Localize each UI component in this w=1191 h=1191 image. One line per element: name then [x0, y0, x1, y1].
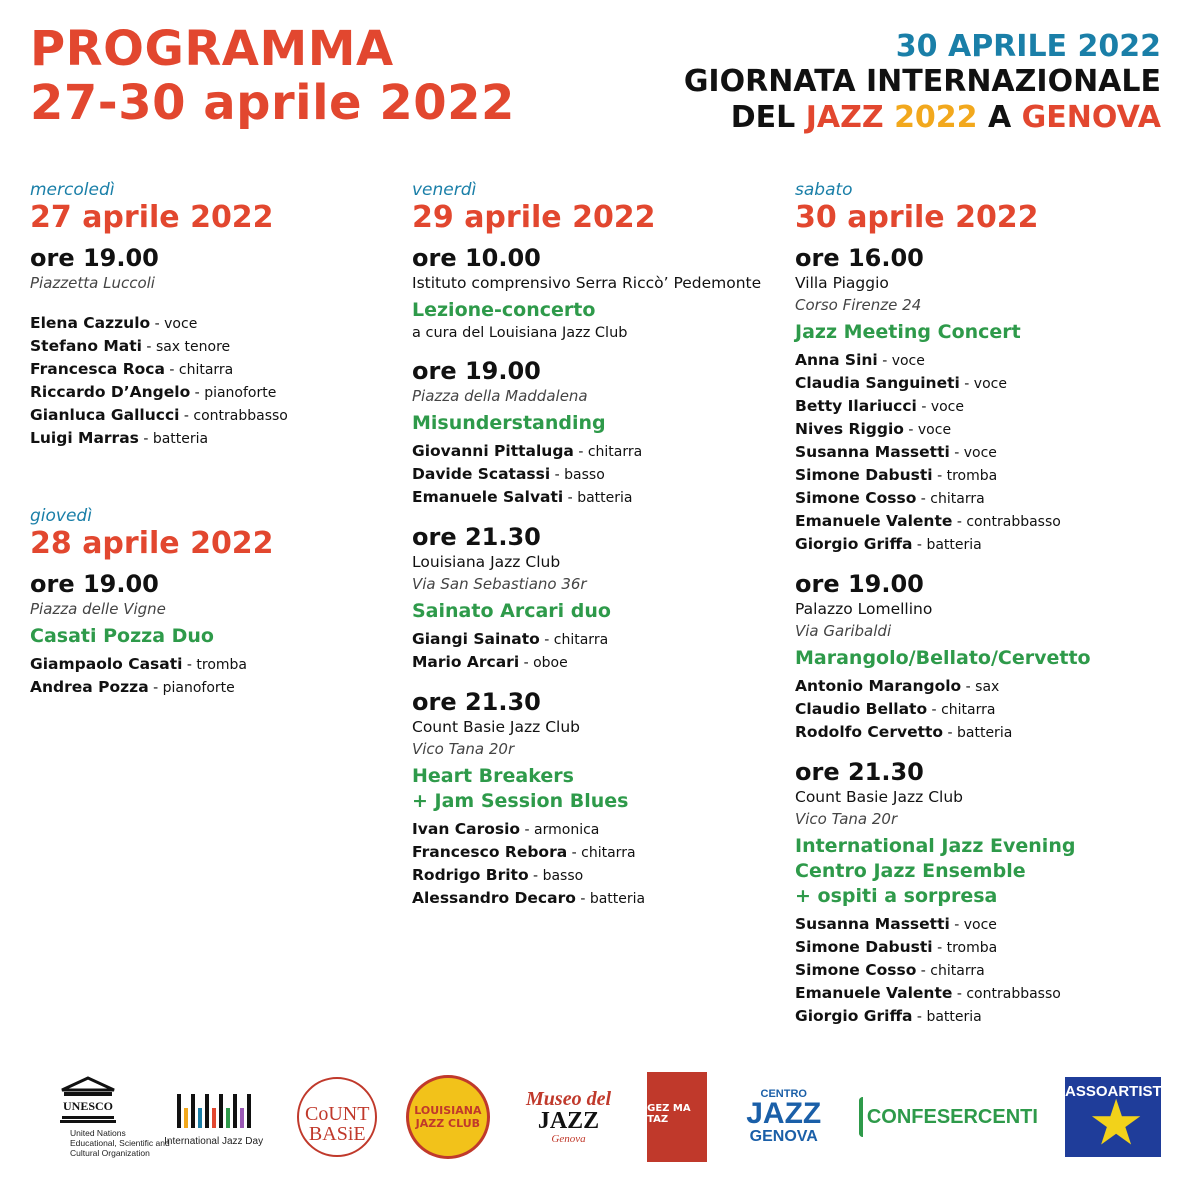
event-address: Piazza della Maddalena	[412, 387, 588, 405]
musician-role: batteria	[577, 490, 633, 506]
separator: -	[959, 376, 974, 392]
event-address: Piazza delle Vigne	[30, 600, 166, 618]
program-dates: 27-30 aprile 2022	[30, 75, 515, 131]
musician-role: chitarra	[178, 362, 234, 378]
musician-row	[795, 913, 1165, 936]
separator: -	[916, 963, 931, 979]
subtitle-del: DEL	[730, 100, 806, 135]
unesco-logo	[30, 1076, 170, 1158]
museo-line2: JAZZ	[537, 1108, 600, 1134]
centro-jazz-genova-logo	[736, 1088, 832, 1146]
event-venue: Count Basie Jazz Club	[412, 718, 580, 736]
ijd-caption: International Jazz Day	[164, 1135, 264, 1147]
separator: -	[961, 679, 976, 695]
musician-row	[30, 427, 400, 450]
event-venue: Istituto comprensivo Serra Riccò’ Pedemonte	[412, 274, 762, 292]
event-venue: Villa Piaggio	[795, 274, 889, 292]
musician-name: Rodrigo Brito	[412, 866, 529, 884]
musician-name: Giampaolo Casati	[30, 655, 183, 673]
piano-keys-icon	[177, 1088, 251, 1128]
musician-role: armonica	[534, 822, 600, 838]
musician-row	[30, 676, 400, 699]
subtitle-year: 2022	[894, 100, 978, 135]
event-block	[30, 570, 400, 699]
event-title: Marangolo/Bellato/Cervetto	[795, 647, 1091, 669]
musician-name: Rodolfo Cervetto	[795, 723, 944, 741]
sponsor-logos	[30, 1062, 1166, 1172]
musician-list	[412, 628, 782, 674]
musician-role: chitarra	[941, 702, 996, 718]
separator: -	[943, 725, 957, 741]
event-venue: Count Basie Jazz Club	[795, 788, 963, 806]
separator: -	[912, 1009, 927, 1025]
event-date: 30 APRILE 2022	[895, 29, 1161, 64]
musician-name: Giorgio Griffa	[795, 1007, 913, 1025]
musician-row	[795, 936, 1165, 959]
musician-list	[30, 312, 400, 450]
count-basie-logo: CoUNT BASiE	[297, 1077, 377, 1157]
centro-line3: GENOVA	[749, 1128, 818, 1145]
musician-role: chitarra	[553, 632, 609, 648]
musician-list	[795, 349, 1165, 556]
weekday-label: venerdì	[412, 180, 477, 200]
musician-row	[795, 487, 1165, 510]
event-block	[412, 357, 782, 509]
event-time: ore 19.00	[412, 357, 541, 385]
weekday-label: mercoledì	[30, 180, 115, 200]
separator: -	[916, 399, 931, 415]
musician-name: Giorgio Griffa	[795, 535, 913, 553]
separator: -	[519, 655, 534, 671]
gezmataz-logo: GEZ MA TAZ	[647, 1072, 707, 1162]
separator: -	[949, 445, 964, 461]
musician-name: Anna Sini	[795, 351, 878, 369]
musician-row	[412, 486, 782, 509]
separator: -	[138, 431, 153, 447]
musician-name: Simone Dabusti	[795, 938, 933, 956]
centro-line2: JAZZ	[746, 1097, 822, 1130]
musician-row	[412, 818, 782, 841]
musician-role: voce	[891, 353, 925, 369]
musician-role: sax tenore	[155, 339, 231, 355]
musician-name: Stefano Mati	[30, 337, 142, 355]
musician-list	[412, 818, 782, 910]
musician-row	[412, 463, 782, 486]
day-date: 30 aprile 2022	[795, 200, 1039, 235]
event-time: ore 21.30	[412, 523, 541, 551]
separator: -	[563, 490, 578, 506]
musician-row	[30, 404, 400, 427]
musician-row	[30, 381, 400, 404]
musician-name: Betty Ilariucci	[795, 397, 917, 415]
event-venue: Palazzo Lomellino	[795, 600, 933, 618]
musician-role: voce	[164, 316, 198, 332]
event-block	[412, 244, 782, 343]
event-time: ore 16.00	[795, 244, 924, 272]
assoartisti-label: ASSOARTISTI	[1065, 1083, 1166, 1100]
event-time: ore 10.00	[412, 244, 541, 272]
musician-name: Giangi Sainato	[412, 630, 540, 648]
unesco-caption: United Nations Educational, Scientific and Cultural Organization	[70, 1128, 170, 1158]
column-2	[412, 178, 782, 924]
musician-name: Riccardo D’Angelo	[30, 383, 191, 401]
event-title: Casati Pozza Duo	[30, 625, 214, 647]
svg-text:UNESCO: UNESCO	[62, 1099, 114, 1113]
event-time: ore 19.00	[30, 244, 159, 272]
event-title: Jazz Meeting Concert	[795, 321, 1021, 343]
musician-role: batteria	[152, 431, 209, 447]
confesercenti-logo	[860, 1097, 1036, 1137]
musician-name: Andrea Pozza	[30, 678, 149, 696]
weekday-label: giovedì	[30, 506, 92, 526]
musician-row	[795, 441, 1165, 464]
musician-row	[412, 440, 782, 463]
separator: -	[528, 868, 543, 884]
separator: -	[916, 491, 931, 507]
separator: -	[550, 467, 565, 483]
museo-line3: Genova	[551, 1133, 586, 1145]
musician-row	[795, 533, 1165, 556]
musician-row	[30, 312, 400, 335]
event-name: GIORNATA INTERNAZIONALE	[683, 64, 1161, 99]
weekday-label: sabato	[795, 180, 853, 200]
separator: -	[148, 680, 163, 696]
musician-name: Nives Riggio	[795, 420, 904, 438]
musician-role: batteria	[957, 725, 1013, 741]
event-title: Heart Breakers + Jam Session Blues	[412, 765, 629, 812]
musician-name: Elena Cazzulo	[30, 314, 151, 332]
event-time: ore 21.30	[412, 688, 541, 716]
museo-line1: Museo del	[526, 1088, 611, 1110]
program-title: PROGRAMMA	[30, 21, 394, 77]
event-block	[795, 758, 1165, 1028]
separator: -	[567, 845, 582, 861]
confesercenti-mark-icon	[859, 1097, 863, 1137]
separator: -	[903, 422, 918, 438]
musician-role: batteria	[589, 891, 646, 907]
musician-role: tromba	[946, 468, 998, 484]
musician-name: Emanuele Salvati	[412, 488, 564, 506]
musician-name: Giovanni Pittaluga	[412, 442, 574, 460]
musician-role: pianoforte	[204, 385, 277, 401]
separator: -	[877, 353, 892, 369]
event-title: Sainato Arcari duo	[412, 600, 611, 622]
musician-role: oboe	[533, 655, 568, 671]
international-jazz-day-logo	[159, 1088, 269, 1147]
event-address: Via San Sebastiano 36r	[412, 575, 587, 593]
musician-role: contrabbasso	[966, 986, 1061, 1002]
musician-role: voce	[917, 422, 952, 438]
event-note: a cura del Louisiana Jazz Club	[412, 325, 628, 341]
musician-row	[795, 395, 1165, 418]
column-1	[30, 178, 400, 713]
musician-name: Ivan Carosio	[412, 820, 521, 838]
event-time: ore 19.00	[795, 570, 924, 598]
separator: -	[952, 986, 967, 1002]
event-address: Vico Tana 20r	[795, 810, 898, 828]
musician-role: basso	[542, 868, 584, 884]
musician-row	[412, 841, 782, 864]
musician-name: Luigi Marras	[30, 429, 139, 447]
musician-name: Alessandro Decaro	[412, 889, 576, 907]
musician-role: chitarra	[930, 963, 985, 979]
musician-name: Susanna Massetti	[795, 443, 950, 461]
musician-role: voce	[963, 445, 997, 461]
separator: -	[141, 339, 156, 355]
musician-role: batteria	[926, 537, 982, 553]
musician-row	[412, 628, 782, 651]
musician-role: chitarra	[930, 491, 985, 507]
musician-name: Claudio Bellato	[795, 700, 928, 718]
musician-row	[412, 887, 782, 910]
louisiana-jazz-club-logo: LOUISIANA JAZZ CLUB	[406, 1075, 490, 1159]
musician-row	[412, 864, 782, 887]
separator: -	[539, 632, 554, 648]
musician-list	[412, 440, 782, 509]
separator: -	[949, 917, 964, 933]
musician-row	[795, 464, 1165, 487]
musician-role: contrabbasso	[193, 408, 288, 424]
musician-role: voce	[973, 376, 1007, 392]
event-time: ore 19.00	[30, 570, 159, 598]
day-date: 27 aprile 2022	[30, 200, 274, 235]
header-left	[30, 22, 515, 130]
separator: -	[179, 408, 194, 424]
musician-role: voce	[963, 917, 997, 933]
musician-role: tromba	[946, 940, 998, 956]
musician-row	[795, 372, 1165, 395]
musician-list	[30, 653, 400, 699]
musician-name: Simone Dabusti	[795, 466, 933, 484]
event-block	[795, 570, 1165, 744]
musician-name: Francesca Roca	[30, 360, 165, 378]
separator: -	[520, 822, 535, 838]
event-address: Via Garibaldi	[795, 622, 892, 640]
event-title: International Jazz Evening Centro Jazz Ensemble + ospiti a sorpresa	[795, 835, 1076, 907]
musician-role: pianoforte	[162, 680, 235, 696]
separator: -	[573, 444, 588, 460]
musician-role: chitarra	[587, 444, 643, 460]
separator: -	[932, 468, 947, 484]
musician-name: Simone Cosso	[795, 489, 917, 507]
day-spacer	[30, 464, 400, 504]
event-time: ore 21.30	[795, 758, 924, 786]
musician-name: Susanna Massetti	[795, 915, 950, 933]
musician-name: Antonio Marangolo	[795, 677, 962, 695]
separator: -	[932, 940, 947, 956]
musician-row	[412, 651, 782, 674]
musician-row	[795, 698, 1165, 721]
confesercenti-label: CONFESERCENTI	[866, 1105, 1038, 1128]
musician-row	[795, 675, 1165, 698]
separator: -	[927, 702, 942, 718]
centro-line1: CENTRO	[760, 1088, 807, 1100]
musician-row	[30, 335, 400, 358]
museo-del-jazz-logo	[519, 1089, 619, 1145]
musician-row	[795, 959, 1165, 982]
event-venue: Louisiana Jazz Club	[412, 553, 561, 571]
musician-role: chitarra	[581, 845, 636, 861]
event-block	[412, 523, 782, 674]
musician-name: Gianluca Gallucci	[30, 406, 180, 424]
star-icon: ★	[1091, 1091, 1142, 1154]
musician-row	[30, 653, 400, 676]
day-date: 29 aprile 2022	[412, 200, 656, 235]
musician-name: Emanuele Valente	[795, 984, 953, 1002]
musician-role: tromba	[196, 657, 248, 673]
musician-name: Mario Arcari	[412, 653, 520, 671]
separator: -	[150, 316, 165, 332]
musician-role: voce	[930, 399, 964, 415]
spacer	[30, 294, 400, 308]
musician-name: Claudia Sanguineti	[795, 374, 960, 392]
event-address: Vico Tana 20r	[412, 740, 515, 758]
musician-role: contrabbasso	[966, 514, 1061, 530]
assoartisti-logo	[1065, 1077, 1166, 1157]
subtitle-genova: GENOVA	[1021, 100, 1161, 135]
musician-list	[795, 675, 1165, 744]
musician-role: batteria	[926, 1009, 982, 1025]
separator: -	[182, 657, 197, 673]
musician-role: basso	[564, 467, 605, 483]
musician-name: Emanuele Valente	[795, 512, 953, 530]
musician-row	[30, 358, 400, 381]
subtitle-jazz: JAZZ	[805, 100, 884, 135]
event-address: Corso Firenze 24	[795, 296, 922, 314]
musician-list	[795, 913, 1165, 1028]
event-block	[30, 244, 400, 450]
musician-row	[795, 510, 1165, 533]
separator: -	[952, 514, 967, 530]
musician-row	[795, 349, 1165, 372]
musician-row	[795, 721, 1165, 744]
event-block	[412, 688, 782, 910]
event-subtitle	[684, 100, 1161, 136]
event-title: Misunderstanding	[412, 412, 606, 434]
event-block	[795, 244, 1165, 556]
musician-row	[795, 1005, 1165, 1028]
column-3	[795, 178, 1165, 1042]
musician-role: sax	[975, 679, 1000, 695]
day-date: 28 aprile 2022	[30, 526, 274, 561]
musician-name: Simone Cosso	[795, 961, 917, 979]
header-right	[684, 30, 1161, 136]
separator: -	[190, 385, 205, 401]
musician-row	[795, 418, 1165, 441]
unesco-temple-icon	[60, 1076, 116, 1124]
subtitle-a: A	[977, 100, 1022, 135]
separator: -	[164, 362, 179, 378]
event-address: Piazzetta Luccoli	[30, 274, 155, 292]
musician-name: Francesco Rebora	[412, 843, 568, 861]
separator: -	[912, 537, 927, 553]
event-title: Lezione-concerto	[412, 299, 596, 321]
musician-name: Davide Scatassi	[412, 465, 551, 483]
separator: -	[575, 891, 590, 907]
musician-row	[795, 982, 1165, 1005]
